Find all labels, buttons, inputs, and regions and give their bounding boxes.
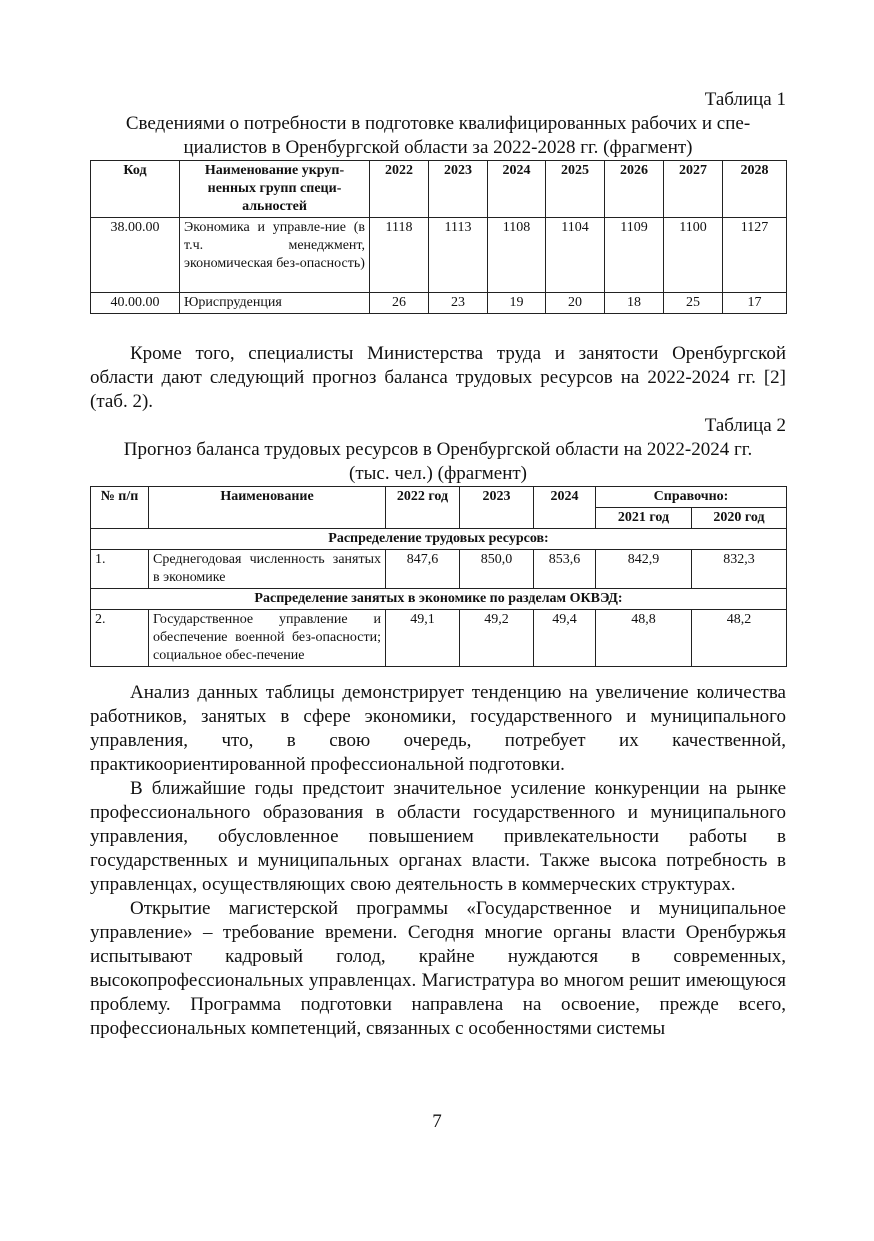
table2-header-reference: Справочно: (596, 487, 787, 508)
table2-header-2021: 2021 год (596, 508, 692, 529)
paragraph-2: Анализ данных таблицы демонстрирует тенденцию на увеличение количества работников, занятых в сфере экономики, государственного и муниципального управления, что, в свою очередь, потребует их качественной, практикоориентированной профессиональной подготовки. (90, 682, 786, 775)
table2-section-2: Распределение занятых в экономике по разделам ОКВЭД: (91, 589, 787, 610)
table1-header-cell: 2026 (605, 161, 664, 218)
table1-header-cell: 2028 (723, 161, 787, 218)
table2-label: Таблица 2 (704, 415, 786, 436)
table1-header-cell: 2023 (429, 161, 488, 218)
table1-title-line1: Сведениями о потребности в подготовке квалифицированных рабочих и спе- (125, 113, 751, 134)
table1-title (90, 112, 786, 160)
table1-value: 26 (370, 293, 429, 314)
table1-value: 17 (723, 293, 787, 314)
table2-header-row (91, 487, 787, 508)
table2-section-row (91, 589, 787, 610)
table1-value: 1109 (605, 218, 664, 293)
table1-value: 1100 (664, 218, 723, 293)
table2-section-row (91, 529, 787, 550)
table2 (90, 486, 787, 667)
table2-header-2022: 2022 год (386, 487, 460, 529)
table1-value: 1118 (370, 218, 429, 293)
table1-name: Юриспруденция (180, 293, 370, 314)
table2-value: 48,8 (596, 610, 692, 667)
table1-header-row (91, 161, 787, 218)
table2-section-1: Распределение трудовых ресурсов: (91, 529, 787, 550)
table-row (91, 610, 787, 667)
table1-header-cell: 2025 (546, 161, 605, 218)
table2-row-name: Государственное управление и обеспечение военной без-опасности; социальное обес-печение (149, 610, 386, 667)
paragraph-1: Кроме того, специалисты Министерства труда и занятости Оренбургской области дают следующий прогноз баланса трудовых ресурсов на 2022-2024 гг. [2] (таб. 2). (90, 343, 786, 412)
table1-value: 20 (546, 293, 605, 314)
table2-header-2020: 2020 год (692, 508, 787, 529)
table1-name: Экономика и управле-ние (в т.ч. менеджмент, экономическая без-опасность) (180, 218, 370, 293)
table2-header-2023: 2023 (460, 487, 534, 529)
table1-value: 1104 (546, 218, 605, 293)
table2-value: 49,4 (534, 610, 596, 667)
table1-code: 40.00.00 (91, 293, 180, 314)
table-row (91, 293, 787, 314)
table1-title-line2: циалистов в Оренбургской области за 2022-2028 гг. (фрагмент) (183, 137, 693, 158)
table1-value: 18 (605, 293, 664, 314)
table2-value: 48,2 (692, 610, 787, 667)
table1-header-cell: 2024 (488, 161, 546, 218)
table2-value: 842,9 (596, 550, 692, 589)
table2-row-num: 2. (91, 610, 149, 667)
table2-header-2024: 2024 (534, 487, 596, 529)
page-content (90, 88, 786, 1041)
table-row (91, 218, 787, 293)
table1-label: Таблица 1 (704, 89, 786, 110)
table2-header-num: № п/п (91, 487, 149, 529)
table2-title (90, 438, 786, 486)
table1-header-cell: 2022 (370, 161, 429, 218)
table2-value: 49,1 (386, 610, 460, 667)
table2-header-name: Наименование (149, 487, 386, 529)
table2-value: 853,6 (534, 550, 596, 589)
paragraph-3: В ближайшие годы предстоит значительное усиление конкуренции на рынке профессионального образования в области государственного и муниципального управления, обусловленное повышением привлекательности работы в государственных и муниципальных органах власти. Также высока потребность в управленцах, осуществляющих свою деятельность в коммерческих структурах. (90, 778, 786, 895)
table1-value: 19 (488, 293, 546, 314)
table-row (91, 550, 787, 589)
page-number: 7 (432, 1111, 442, 1132)
table1-value: 1113 (429, 218, 488, 293)
table1-value: 1108 (488, 218, 546, 293)
table1 (90, 160, 787, 314)
table2-value: 832,3 (692, 550, 787, 589)
table2-title-line2: (тыс. чел.) (фрагмент) (349, 463, 527, 484)
table2-value: 847,6 (386, 550, 460, 589)
table1-header-cell: Код (91, 161, 180, 218)
table1-code: 38.00.00 (91, 218, 180, 293)
paragraph-4: Открытие магистерской программы «Государственное и муниципальное управление» – требование времени. Сегодня многие органы власти Оренбуржья испытывают кадровый голод, крайне нуждаются в современных, высокопрофессиональных управленцах. Магистратура во многом решит имеющуюся проблему. Программа подготовки направлена на освоение, прежде всего, профессиональных компетенций, связанных с особенностями системы (90, 898, 786, 1039)
table2-title-line1: Прогноз баланса трудовых ресурсов в Оренбургской области на 2022-2024 гг. (123, 439, 753, 460)
table1-value: 23 (429, 293, 488, 314)
table2-value: 850,0 (460, 550, 534, 589)
table2-row-num: 1. (91, 550, 149, 589)
table1-header-cell: Наименование укруп-ненных групп специ-альностей (180, 161, 370, 218)
table2-value: 49,2 (460, 610, 534, 667)
table1-value: 25 (664, 293, 723, 314)
table1-header-cell: 2027 (664, 161, 723, 218)
table2-row-name: Среднегодовая численность занятых в экономике (149, 550, 386, 589)
table1-value: 1127 (723, 218, 787, 293)
